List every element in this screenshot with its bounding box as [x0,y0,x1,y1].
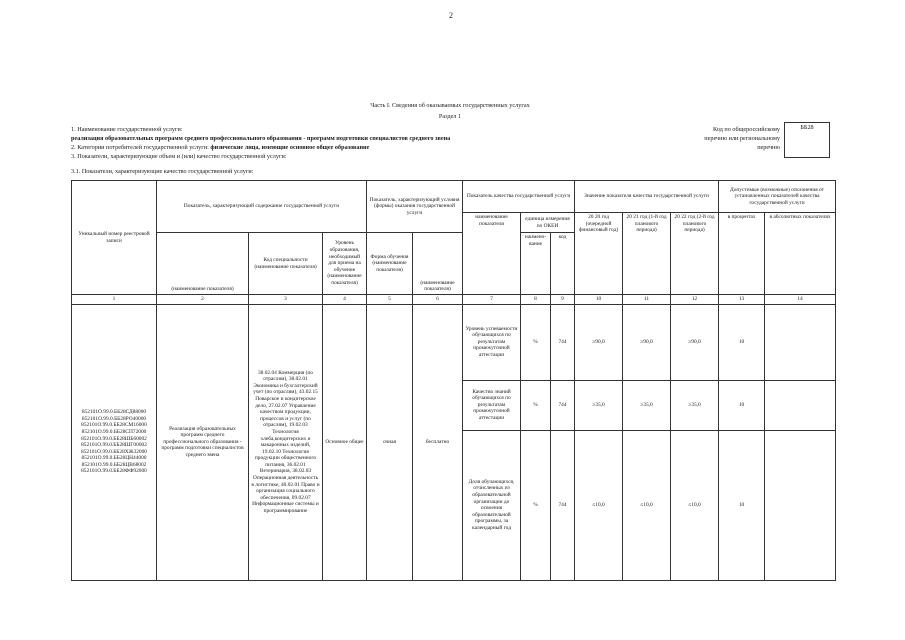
header-unit: единица измерения по ОКЕИ [521,213,575,233]
col-number: 7 [463,295,521,305]
col-number: 9 [551,295,575,305]
col-number: 13 [719,295,765,305]
col-number: 1 [72,295,157,305]
value-year-3: ≥35,0 [671,380,719,430]
header-name-indicator-2: (наименование показателя) [413,233,463,295]
unit: % [521,304,551,380]
col-number: 8 [521,295,551,305]
page-number: 2 [449,11,453,20]
code-label: Код по общероссийскому перечню или региональному перечню [704,126,780,151]
value-year-3: ≥90,0 [671,304,719,380]
indicator-name: Доля обучающихся, отчисленных из образовательной организации до освоения образовательной программы, за календарный год [463,430,521,580]
col-number: 6 [413,295,463,305]
header-unit-name: наимено-вание [521,233,551,295]
header-absolute: в абсолютных показателях [765,213,836,295]
header-form: Форма обучения (наименование показателя) [367,233,413,295]
service-name-label: 1. Наименование государственной услуги: [71,126,183,133]
col-number: 4 [323,295,367,305]
indicator-name: Качество знаний обучающихся по результатам промежуточной аттестации [463,380,521,430]
deviation-absolute [765,430,836,580]
value-year-1: ≤10,0 [575,430,623,580]
header-unit-code: код [551,233,575,295]
consumers-value: физические лица, имеющие основное общее образование [210,144,370,151]
col-number: 14 [765,295,836,305]
service-content: Реализация образовательных программ среднего профессионального образования - программ подготовки специалистов среднего звена [157,304,249,580]
value-year-2: ≤10,0 [623,430,671,580]
deviation-percent: 10 [719,380,765,430]
header-name-indicator-1: (наименование показателя) [157,233,249,295]
header-unique-number: Уникальный номер реестровой записи [72,181,157,295]
payment-type: бесплатно [413,304,463,580]
col-number: 5 [367,295,413,305]
service-name-value: реализация образовательных программ среднего профессионального образования - программ подготовки специалистов среднего звена [71,135,451,142]
quality-label: 3.1. Показатели, характеризующие качество государственной услуги: [71,168,254,175]
table-row [72,304,836,380]
education-level: Основное общее [323,304,367,580]
deviation-percent: 10 [719,430,765,580]
consumers-label: 2. Категории потребителей государственной услуги: физические лица, имеющие основное общее образование [71,144,370,151]
specialties: 38.02.04 Коммерция (по отраслям), 38.02.01 Экономика и бухгалтерский учет (по отраслям), 43.02.15 Поварское и кондитерское дело, 27.02.07 Управление качеством продукции, процессов и услуг (по отраслям), 19.02.03 Технология хлеба,кондитерских и макаронных изделий, 19.02.10 Технология продукции общественного питания, 36.02.01 Ветеринария, 38.02.03 Операционная деятельность в логистике, 40.02.01 Право и организация социального обеспечения, 09.02.07 Информационные системы и программирование [249,304,323,580]
indicator-name: Уровень успеваемости обучающихся по результатам промежуточной аттестации [463,304,521,380]
unit: % [521,380,551,430]
unit-code: 744 [551,430,575,580]
header-year-3: 20 22 год (2-й год планового периода) [671,213,719,295]
value-year-2: ≥35,0 [623,380,671,430]
unit: % [521,430,551,580]
part-title: Часть I. Сведения об оказываемых государственных услугах [370,102,530,109]
indicators-label: 3. Показатели, характеризующие объем и (или) качество государственной услуги: [71,153,287,160]
deviation-absolute [765,380,836,430]
header-value: Значение показателя качества государственной услуги [575,181,719,213]
col-number: 12 [671,295,719,305]
header-percent: в процентах [719,213,765,295]
header-deviation: Допустимые (возможные) отклонения от установленных показателей качества государственной услуги [719,181,836,213]
value-year-1: ≥90,0 [575,304,623,380]
header-specialty: Код специальности (наименование показателя) [249,233,323,295]
header-quality: Показатель качества государственной услуги [463,181,575,213]
value-year-2: ≥90,0 [623,304,671,380]
unit-code: 744 [551,380,575,430]
section-title: Раздел 1 [438,113,462,120]
col-number: 3 [249,295,323,305]
col-number: 11 [623,295,671,305]
header-content: Показатель, характеризующий содержание государственной услуги [157,181,367,233]
col-number: 2 [157,295,249,305]
registry-codes: 852101О.99.0.ББ28СД88000 852101О.99.0.ББ28РО40000 852101О.99.0.ББ28СМ16000 852101О.99.0.ББ28СП72000 852101О.99.0.ББ28ШБ60002 852101О.99.0.ББ28ШГ00002 852101О.99.0.ББ28ХЖ32000 852101О.99.0.ББ28ЦН44000 852101О.99.0.ББ28ЦВ68002 852101О.99.0.ББ28ФФ92000 [72,304,157,580]
header-level: Уровень образования, необходимый для приема на обучение (наименование показателя) [323,233,367,295]
study-form: очная [367,304,413,580]
header-year-2: 20 21 год (1-й год планового периода) [623,213,671,295]
deviation-percent: 10 [719,304,765,380]
unit-code: 744 [551,304,575,380]
col-number: 10 [575,295,623,305]
quality-table [71,180,836,581]
value-year-3: ≤10,0 [671,430,719,580]
header-year-1: 20 20 год (очередной финансовый год) [575,213,623,295]
header-conditions: Показатель, характеризующий условия (формы) оказания государственной услуги [367,181,463,233]
value-year-1: ≥35,0 [575,380,623,430]
deviation-absolute [765,304,836,380]
code-box: ББ28 [784,122,830,158]
header-indicator-name: наименование показателя [463,213,521,295]
